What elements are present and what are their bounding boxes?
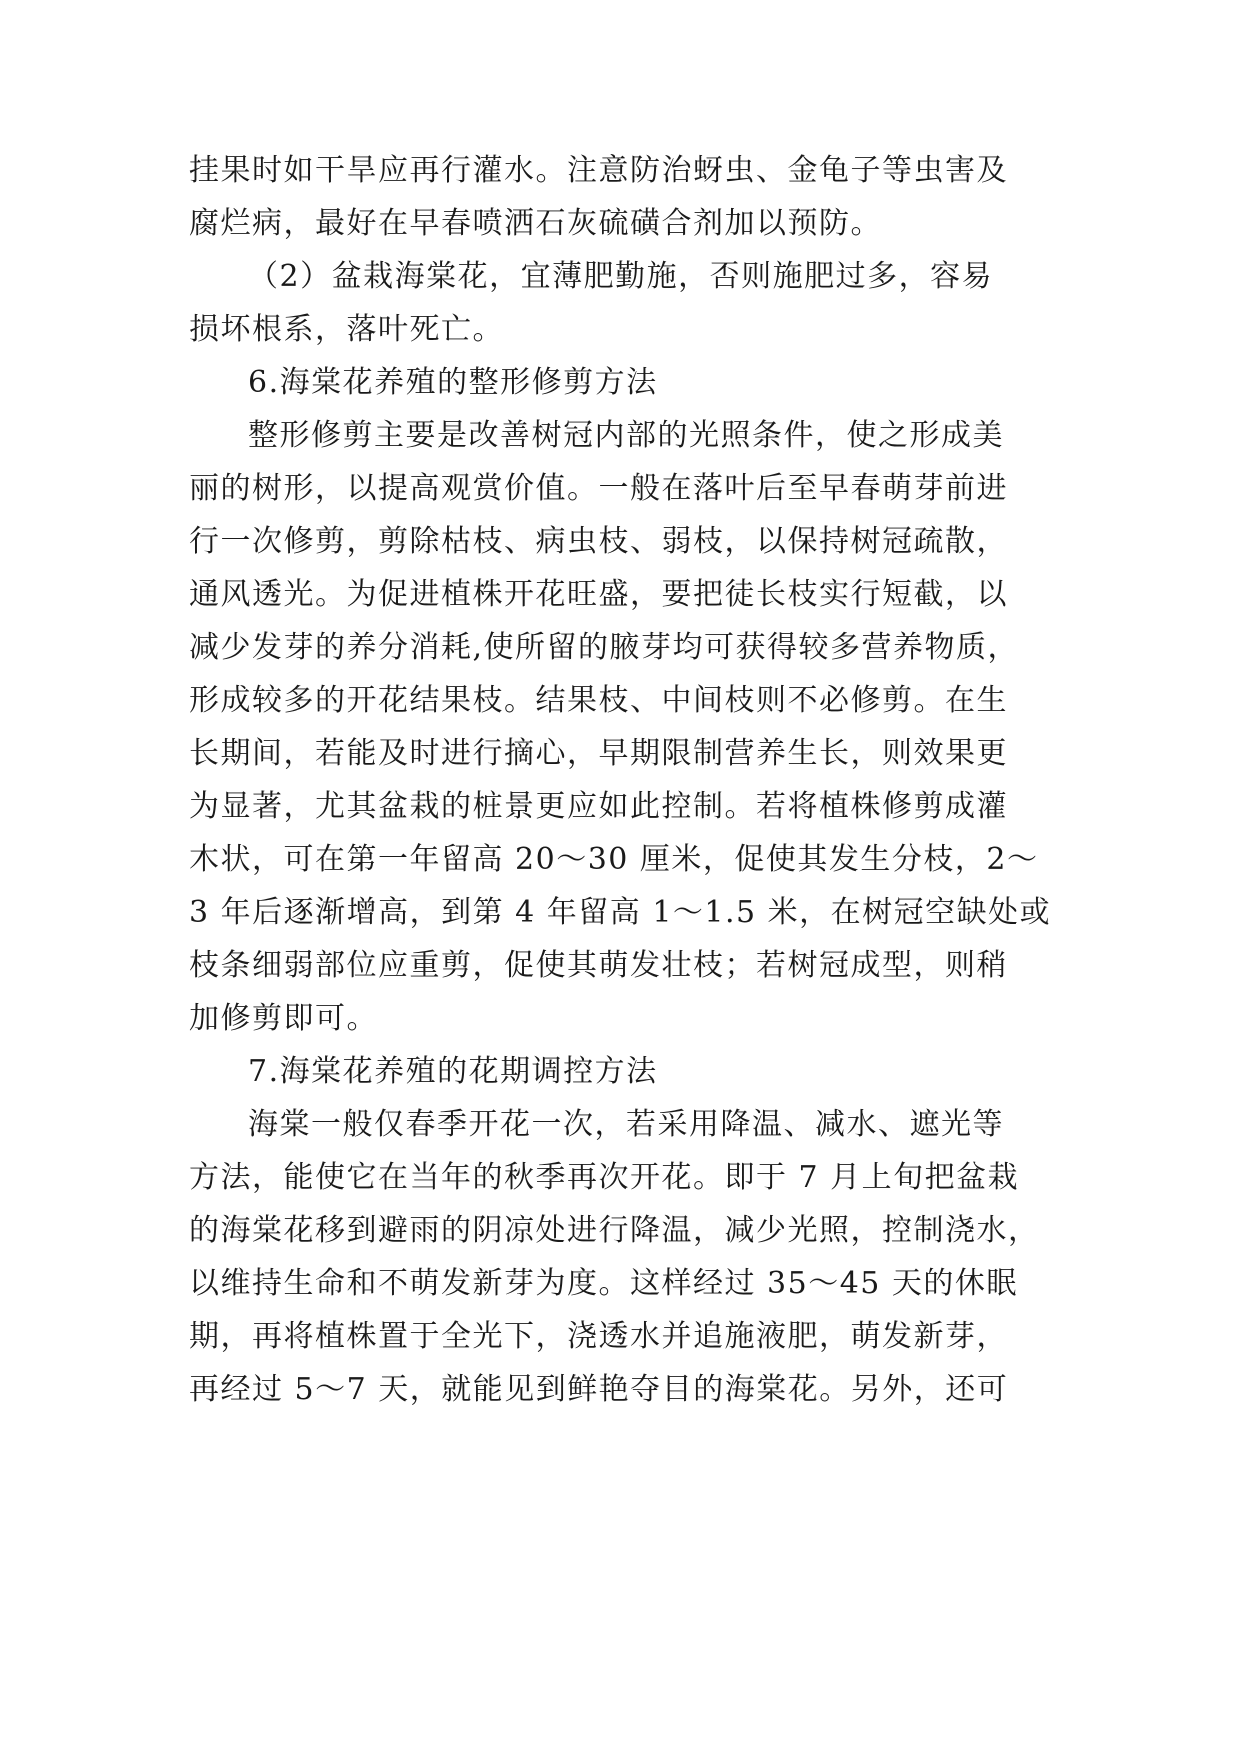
- paragraph-start-line: 海棠一般仅春季开花一次，若采用降温、减水、遮光等: [248, 1107, 1004, 1142]
- text-line: 挂果时如干旱应再行灌水。注意防治蚜虫、金龟子等虫害及: [189, 153, 1008, 188]
- text-line: 减少发芽的养分消耗,使所留的腋芽均可获得较多营养物质，: [189, 630, 1020, 665]
- paragraph-start-line: 整形修剪主要是改善树冠内部的光照条件，使之形成美: [248, 418, 1004, 453]
- text-line: 方法，能使它在当年的秋季再次开花。即于 7 月上旬把盆栽: [189, 1160, 1020, 1195]
- text-line: 3 年后逐渐增高，到第 4 年留高 1～1.5 米，在树冠空缺处或: [189, 895, 1052, 930]
- text-line: 形成较多的开花结果枝。结果枝、中间枝则不必修剪。在生: [189, 683, 1008, 718]
- text-line: 长期间，若能及时进行摘心，早期限制营养生长，则效果更: [189, 736, 1008, 771]
- text-line: 加修剪即可。: [189, 1001, 378, 1036]
- text-line: 丽的树形，以提高观赏价值。一般在落叶后至早春萌芽前进: [189, 471, 1008, 506]
- text-line: 以维持生命和不萌发新芽为度。这样经过 35～45 天的休眠: [189, 1266, 1018, 1301]
- text-line: 损坏根系，落叶死亡。: [189, 312, 504, 347]
- section-heading: 6.海棠花养殖的整形修剪方法: [248, 365, 658, 400]
- text-line: 通风透光。为促进植株开花旺盛，要把徒长枝实行短截，以: [189, 577, 1008, 612]
- text-line: 枝条细弱部位应重剪，促使其萌发壮枝；若树冠成型，则稍: [189, 948, 1008, 983]
- text-line: 腐烂病，最好在早春喷洒石灰硫磺合剂加以预防。: [189, 206, 882, 241]
- text-line: 再经过 5～7 天，就能见到鲜艳夺目的海棠花。另外，还可: [189, 1372, 1009, 1407]
- paragraph-start-line: （2）盆栽海棠花，宜薄肥勤施，否则施肥过多，容易: [248, 259, 994, 294]
- text-line: 为显著，尤其盆栽的桩景更应如此控制。若将植株修剪成灌: [189, 789, 1008, 824]
- section-heading: 7.海棠花养殖的花期调控方法: [248, 1054, 658, 1089]
- text-line: 行一次修剪，剪除枯枝、病虫枝、弱枝，以保持树冠疏散，: [189, 524, 1008, 559]
- text-line: 木状，可在第一年留高 20～30 厘米，促使其发生分枝，2～: [189, 842, 1039, 877]
- text-line: 期，再将植株置于全光下，浇透水并追施液肥，萌发新芽，: [189, 1319, 1008, 1354]
- text-line: 的海棠花移到避雨的阴凉处进行降温，减少光照，控制浇水，: [189, 1213, 1040, 1248]
